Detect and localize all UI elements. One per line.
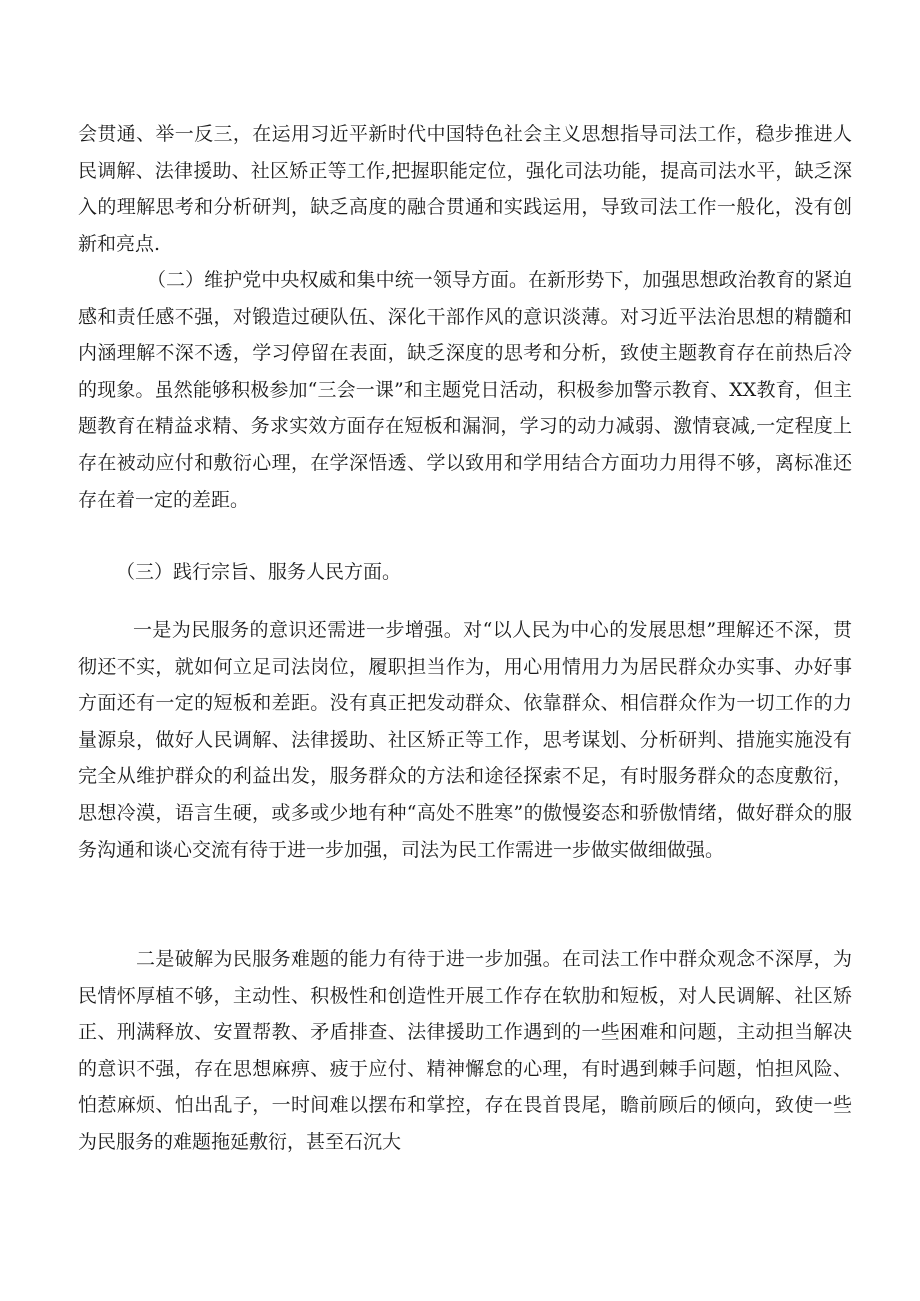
paragraph-point-two: 二是破解为民服务难题的能力有待于进一步加强。在司法工作中群众观念不深厚，为民情怀厚植不够，主动性、积极性和创造性开展工作存在软肋和短板，对人民调解、社区矫正、刑满释放、安置帮教、矛盾排查、法律援助工作遇到的一些困难和问题，主动担当解决的意识不强，存在思想麻痹、疲于应付、精神懈怠的心理，有时遇到棘手问题，怕担风险、怕惹麻烦、怕出乱子，一时间难以摆布和掌控，存在畏首畏尾，瞻前顾后的倾向，致使一些为民服务的难题拖延敷衍，甚至石沉大 bbox=[78, 948, 852, 1153]
paragraph-point-one: 一是为民服务的意识还需进一步增强。对“以人民为中心的发展思想”理解还不深，贯彻还不实，就如何立足司法岗位，履职担当作为，用心用情用力为居民群众办实事、办好事方面还有一定的短板和差距。没有真正把发动群众、依靠群众、相信群众作为一切工作的力量源泉，做好人民调解、法律援助、社区矫正等工作，思考谋划、分析研判、措施实施没有完全从维护群众的利益出发，服务群众的方法和途径探索不足，有时服务群众的态度敷衍，思想冷漠，语言生硬，或多或少地有种“高处不胜寒”的傲慢姿态和骄傲情绪，做好群众的服务沟通和谈心交流有待于进一步加强，司法为民工作需进一步做实做细做强。 bbox=[78, 619, 852, 861]
paragraph-continuation: 会贯通、举一反三，在运用习近平新时代中国特色社会主义思想指导司法工作，稳步推进人民调解、法律援助、社区矫正等工作,把握职能定位，强化司法功能，提高司法水平，缺乏深入的理解思考和分析研判，缺乏高度的融合贯通和实践运用，导致司法工作一般化，没有创新和亮点. bbox=[78, 123, 852, 255]
paragraph-section-two: （二）维护党中央权威和集中统一领导方面。在新形势下，加强思想政治教育的紧迫感和责任感不强，对锻造过硬队伍、深化干部作风的意识淡薄。对习近平法治思想的精髓和内涵理解不深不透，学习停留在表面，缺乏深度的思考和分析，致使主题教育存在前热后冷的现象。虽然能够积极参加“三会一课”和主题党日活动，积极参加警示教育、XX教育，但主题教育在精益求精、务求实效方面存在短板和漏洞，学习的动力减弱、激情衰减,一定程度上存在被动应付和敷衍心理，在学深悟透、学以致用和学用结合方面功力用得不够，离标准还存在着一定的差距。 bbox=[78, 269, 852, 511]
section-three-heading: （三）践行宗旨、服务人民方面。 bbox=[116, 561, 402, 583]
